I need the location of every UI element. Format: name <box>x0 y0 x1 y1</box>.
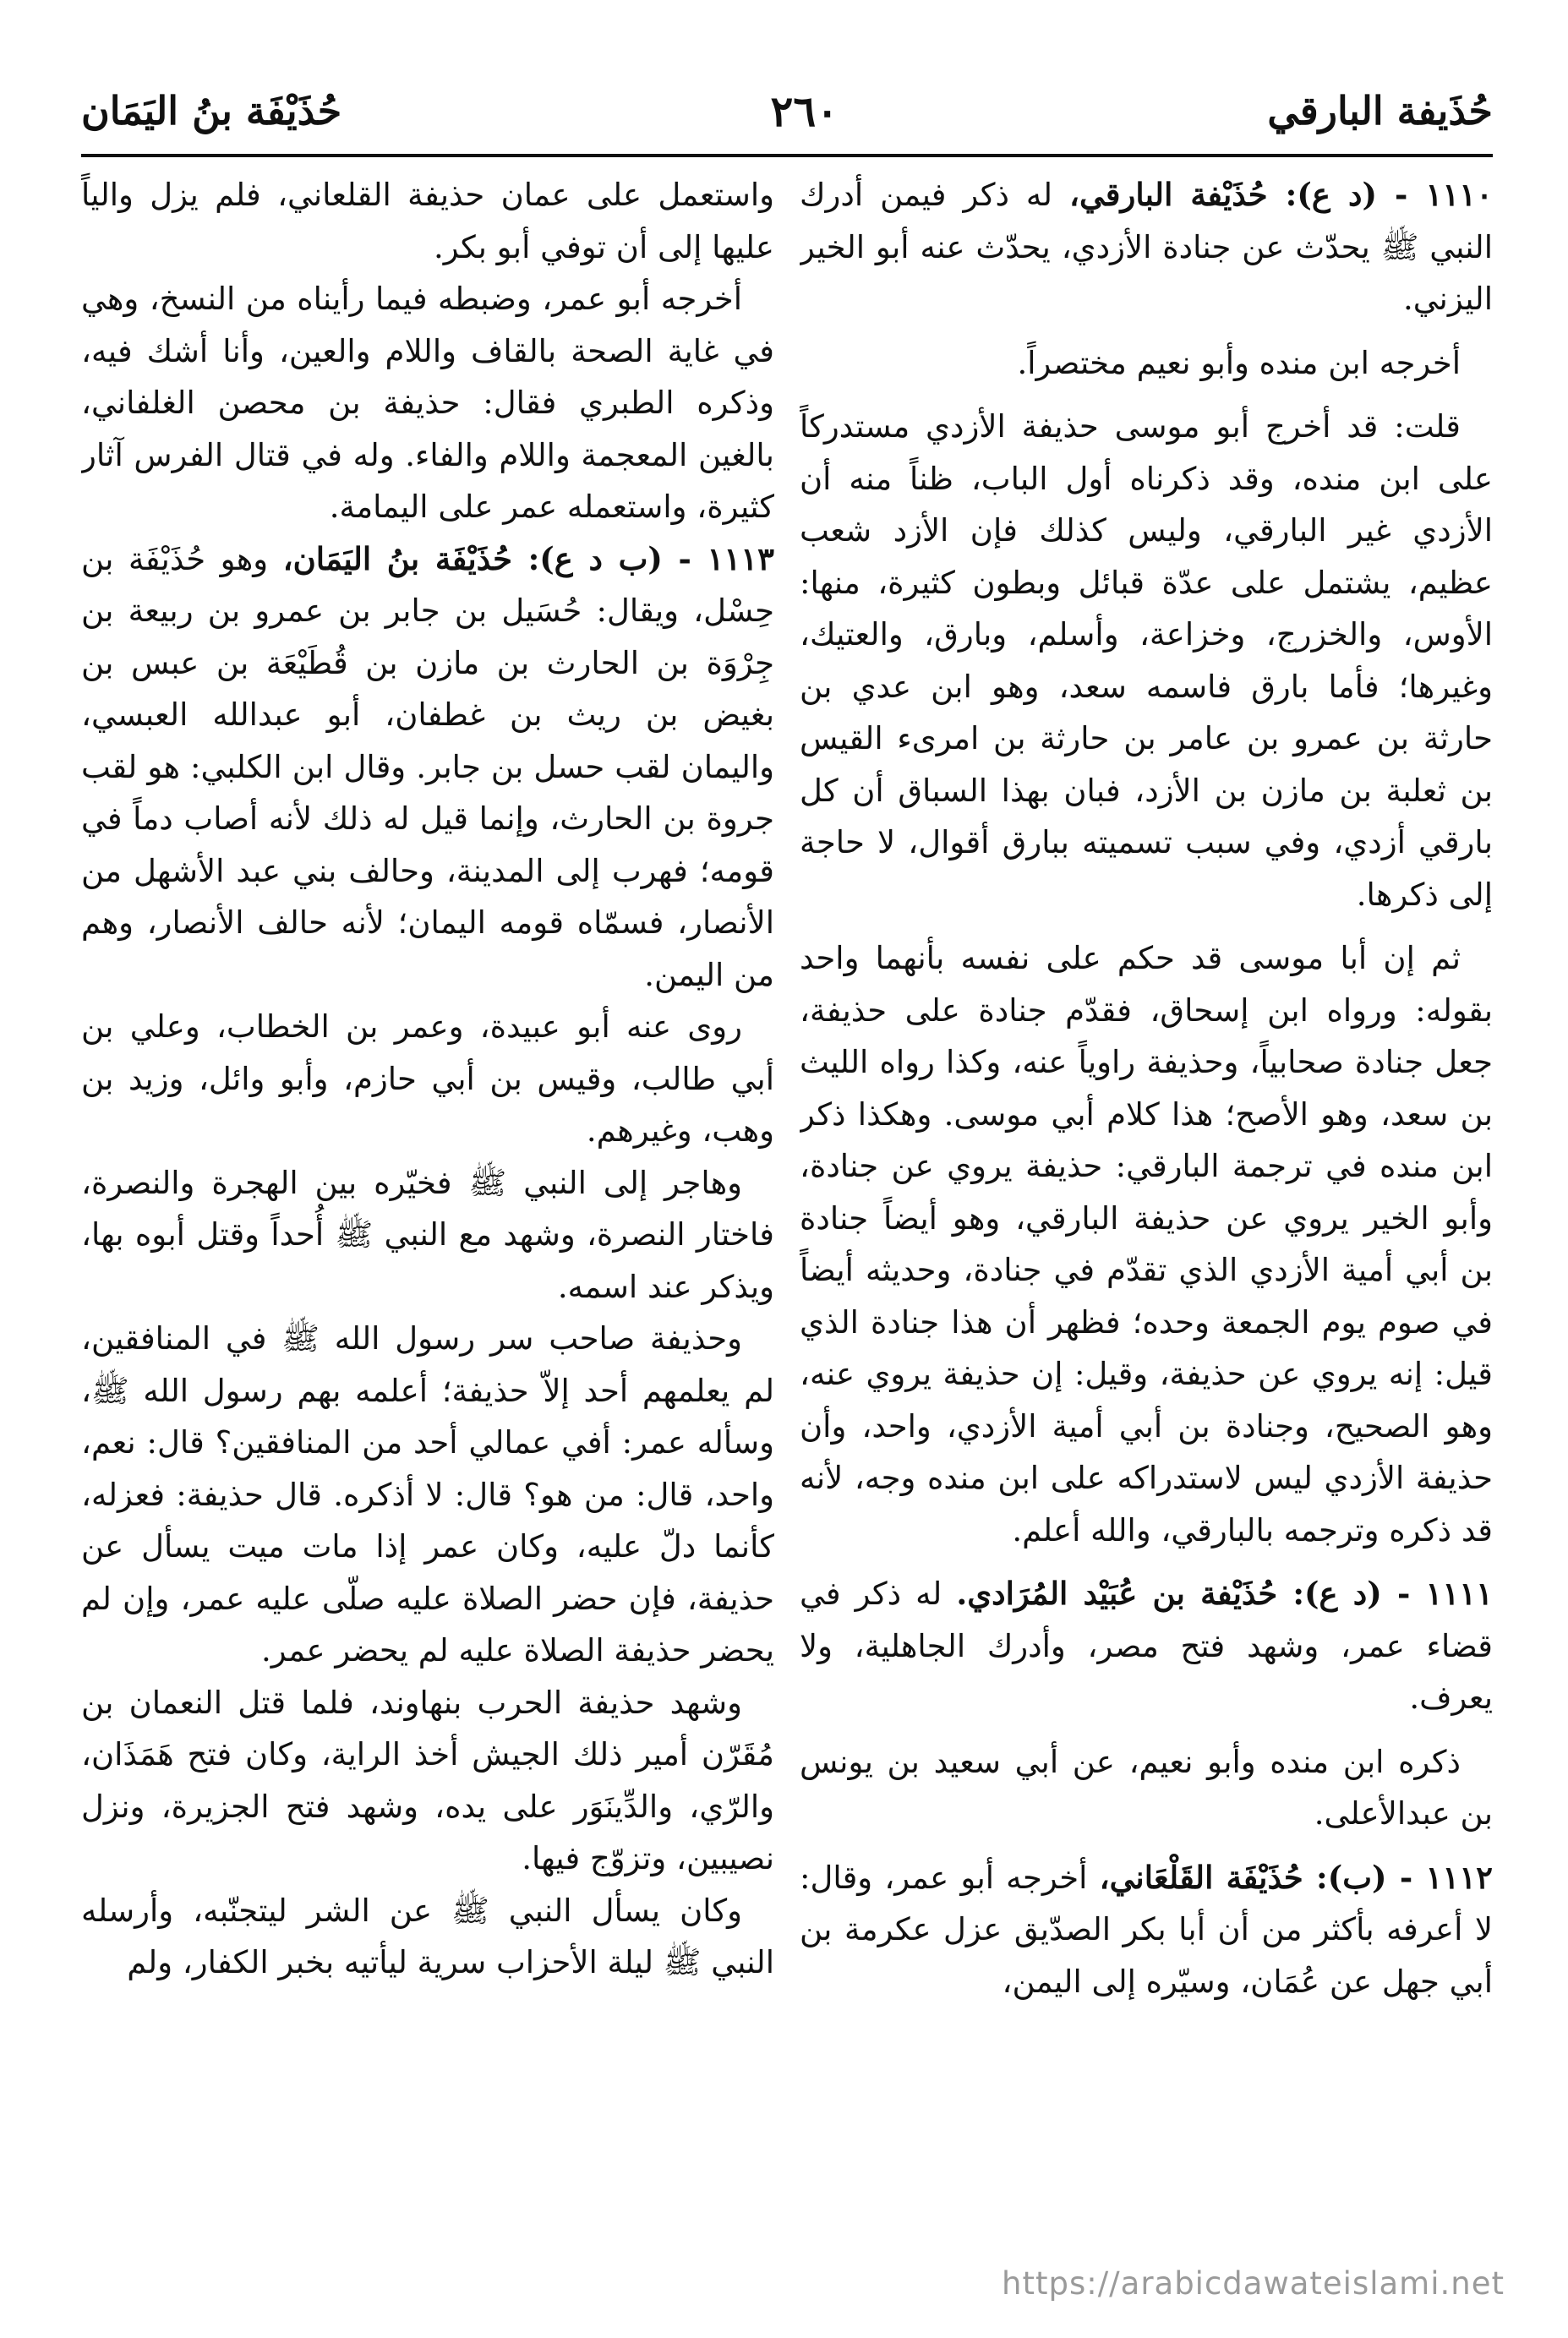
running-header <box>81 73 1493 149</box>
paragraph: وشهد حذيفة الحرب بنهاوند، فلما قتل النعمان بن مُقَرّن أمير ذلك الجيش أخذ الراية، وكان فتح هَمَذَان، والرّي، والدِّينَوَر على يده، وشهد فتح الجزيرة، ونزل نصيبين، وتزوّج فيها. <box>81 1684 774 1876</box>
paragraph: ١١١٣ - (ب د ع): حُذَيْفَة بنُ اليَمَان، وهو حُذَيْفَة بن حِسْل، ويقال: حُسَيل بن جابر بن عمرو بن ربيعة بن جِرْوَة بن الحارث بن مازن بن قُطَيْعَة بن عبس بن بغيض بن ريث بن غطفان، أبو عبدالله العبسي، واليمان لقب حسل بن جابر. وقال ابن الكلبي: هو لقب جروة بن الحارث، وإنما قيل له ذلك لأنه أصاب دماً في قومه؛ فهرب إلى المدينة، وحالف بني عبد الأشهل من الأنصار، فسمّاه قومه اليمان؛ لأنه حالف الأنصار، وهم من اليمن. <box>81 539 774 993</box>
header-divider <box>81 154 1493 157</box>
paragraph: أخرجه ابن منده وأبو نعيم مختصراً. <box>1017 344 1461 381</box>
paragraph: وهاجر إلى النبي ﷺ فخيّره بين الهجرة والنصرة، فاختار النصرة، وشهد مع النبي ﷺ أُحداً وقتل أبوه بها، ويذكر عند اسمه. <box>81 1164 774 1305</box>
header-left-title: حُذَيْفَة بنُ اليَمَان <box>81 88 342 134</box>
right-column <box>800 169 1493 2215</box>
paragraph: أخرجه أبو عمر، وضبطه فيما رأيناه من النسخ، وهي في غاية الصحة بالقاف واللام والعين، وأنا أشك فيه، وذكره الطبري فقال: حذيفة بن محصن الغلفاني، بالغين المعجمة واللام والفاء. وله في قتال الفرس آثار كثيرة، واستعمله عمر على اليمامة. <box>81 281 774 525</box>
paragraph: قلت: قد أخرج أبو موسى حذيفة الأزدي مستدركاً على ابن منده، وقد ذكرناه أول الباب، ظناً منه أن الأزدي غير البارقي، وليس كذلك فإن الأزد شعب عظيم، يشتمل على عدّة قبائل وبطون كثيرة، منها: الأوس، والخزرج، وخزاعة، وأسلم، وبارق، والعتيك، وغيرها؛ فأما بارق فاسمه سعد، وهو ابن عدي بن حارثة بن عمرو بن عامر بن حارثة بن امرىء القيس بن ثعلبة بن مازن بن الأزد، فبان بهذا السباق أن كل بارقي أزدي، وفي سبب تسميته ببارق أقوال، لا حاجة إلى ذكرها. <box>800 408 1493 913</box>
left-column <box>81 169 774 2215</box>
paragraph: ذكره ابن منده وأبو نعيم، عن أبي سعيد بن يونس بن عبدالأعلى. <box>800 1743 1493 1832</box>
entry-heading: ١١١٣ - (ب د ع): حُذَيْفَة بنُ اليَمَان، <box>282 539 774 577</box>
paragraph: ثم إن أبا موسى قد حكم على نفسه بأنهما واحد بقوله: ورواه ابن إسحاق، فقدّم جنادة على حذيفة، جعل جنادة صحابياً، وحذيفة راوياً عنه، وكذا رواه الليث بن سعد، وهو الأصح؛ هذا كلام أبي موسى. وهكذا ذكر ابن منده في ترجمة البارقي: حذيفة يروي عن جنادة، وأبو الخير يروي عن حذيفة البارقي، وهو أيضاً جنادة بن أبي أمية الأزدي الذي تقدّم في جنادة، وحديثه أيضاً في صوم يوم الجمعة وحده؛ فظهر أن هذا جنادة الذي قيل: إنه يروي عن حذيفة، وقيل: إن حذيفة يروي عنه، وهو الصحيح، وجنادة بن أبي أمية الأزدي، واحد، وأن حذيفة الأزدي ليس لاستدراكه على ابن منده وجه، لأنه قد ذكره وترجمه بالبارقي، والله أعلم. <box>800 940 1493 1549</box>
page-number: ٢٦٠ <box>770 85 839 136</box>
paragraph: روى عنه أبو عبيدة، وعمر بن الخطاب، وعلي بن أبي طالب، وقيس بن أبي حازم، وأبو وائل، وزيد بن وهب، وغيرهم. <box>81 1008 774 1149</box>
paragraph: ١١١٢ - (ب): حُذَيْفَة القَلْعَاني، أخرجه أبو عمر، وقال: لا أعرفه بأكثر من أن أبا بكر الصدّيق عزل عكرمة بن أبي جهل عن عُمَان، وسيّره إلى اليمن، <box>800 1858 1493 2000</box>
paragraph: وحذيفة صاحب سر رسول الله ﷺ في المنافقين، لم يعلمهم أحد إلاّ حذيفة؛ أعلمه بهم رسول الله ﷺ، وسأله عمر: أفي عمالي أحد من المنافقين؟ قال: نعم، واحد، قال: من هو؟ قال: لا أذكره. قال حذيفة: فعزله، كأنما دلّ عليه، وكان عمر إذا مات ميت يسأل عن حذيفة، فإن حضر الصلاة عليه صلّى عليه عمر، وإن لم يحضر حذيفة الصلاة عليه لم يحضر عمر. <box>81 1320 774 1669</box>
entry-heading: ١١١٠ - (د ع): حُذَيْفة البارقي، <box>1069 176 1493 213</box>
watermark-url: https://arabicdawateislami.net <box>1002 2265 1505 2302</box>
paragraph: واستعمل على عمان حذيفة القلعاني، فلم يزل والياً عليها إلى أن توفي أبو بكر. <box>81 177 774 265</box>
paragraph: ١١١١ - (د ع): حُذَيْفة بن عُبَيْد المُرَادي. له ذكر في قضاء عمر، وشهد فتح مصر، وأدرك الجاهلية، ولا يعرف. <box>800 1575 1493 1716</box>
header-right-title: حُذَيفة البارقي <box>1267 88 1493 134</box>
entry-heading: ١١١١ - (د ع): حُذَيْفة بن عُبَيْد المُرَادي. <box>956 1575 1493 1612</box>
paragraph: وكان يسأل النبي ﷺ عن الشر ليتجنّبه، وأرسله النبي ﷺ ليلة الأحزاب سرية ليأتيه بخبر الكفار، ولم <box>81 1892 774 1980</box>
paragraph: ١١١٠ - (د ع): حُذَيْفة البارقي، له ذكر فيمن أدرك النبي ﷺ يحدّث عن جنادة الأزدي، يحدّث عنه أبو الخير اليزني. <box>800 176 1493 317</box>
entry-heading: ١١١٢ - (ب): حُذَيْفَة القَلْعَاني، <box>1099 1858 1493 1896</box>
